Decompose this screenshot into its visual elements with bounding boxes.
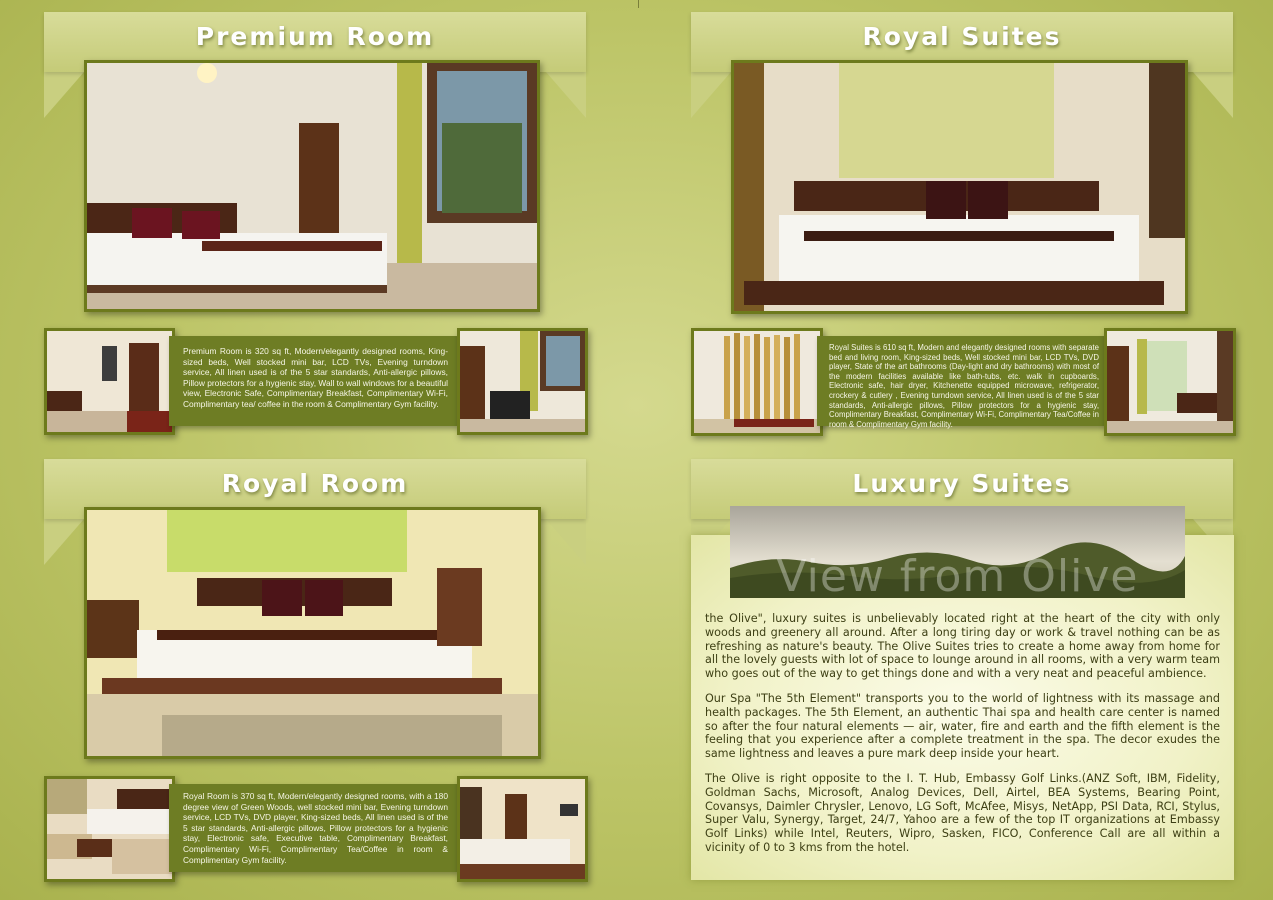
royal-room-main-photo (84, 507, 541, 759)
banner-fold-left (44, 72, 84, 118)
banner-fold-left (691, 72, 731, 118)
royal-room-description-box (169, 784, 458, 872)
banner-fold-right (1193, 72, 1233, 118)
luxury-suites-photo-caption: View from Olive (776, 551, 1139, 598)
royal-room-thumb-right (457, 776, 588, 882)
premium-room-title: Premium Room (195, 22, 435, 51)
royal-room-title: Royal Room (221, 469, 409, 498)
royal-suites-description: Royal Suites is 610 sq ft, Modern and elegantly designed rooms with separate bed and living room, King-sized beds, Well stocked mini bar, LCD TVs, DVD player, State of the art bathrooms (Day-light and dry bathrooms) with most of the modern facilities available like bath-tubs, etc. walk in cupboards, Electronic safe, hair dryer, Kitchenette equipped microwave, refrigerator, crockery & cutlery , Evening turndown service, All linen used is of the 5 star standards, Anti-allergic pillows, Pillow protectors for a hygienic stay, Complimentary Breakfast, Complimentary Wi-Fi, Complimentary Tea/Coffee in room & Complimentary Gym facility. (829, 343, 1099, 429)
luxury-suites-title: Luxury Suites (852, 469, 1072, 498)
premium-room-thumb-left (44, 328, 175, 435)
premium-room-thumb-right (457, 328, 588, 435)
royal-room-description: Royal Room is 370 sq ft, Modern/elegantly designed rooms, with a 180 degree view of Green Woods, well stocked mini bar, Evening turndown service, LCD TVs, DVD player, King-sized beds, All linen used is of the 5 star standards, Anti-allergic pillows, Pillow protectors for a hygienic stay, Electronic safe, Executive table, Complimentary Breakfast, Complimentary Wi-Fi, Complimentary Tea/Coffee in room & Complimentary Gym facility. (183, 791, 448, 865)
royal-suites-description-box (817, 336, 1107, 429)
royal-room-thumb-left (44, 776, 175, 882)
premium-room-description: Premium Room is 320 sq ft, Modern/elegantly designed rooms, King-sized beds, Well stocked mini bar, LCD TVs, Evening turndown service, All linen used is of the 5 star standards, Anti-allergic pillows, Pillow protectors for a hygienic stay, Wall to wall windows for a beautiful view, Electronic Safe, Complimentary Breakfast, Complimentary Wi-Fi, Complimentary tea/ coffee in the room & Complimentary Gym facility. (183, 346, 448, 409)
page-center-mark (638, 0, 639, 8)
luxury-suites-body (705, 612, 1220, 866)
luxury-suites-paragraph-1: the Olive", luxury suites is unbelievably located right at the heart of the city with only woods and greenery all around. After a long tiring day or work & travel nothing can be as refreshing as nature's beauty. The Olive Suites tries to create a home away from home for all the lovely guests with lot of space to lounge around in all rooms, with a very warm team who goes out of the way to get things done and with a very neat and peaceful ambience. (705, 612, 1220, 681)
royal-suites-thumb-right (1104, 328, 1236, 436)
royal-suites-main-photo (731, 60, 1188, 314)
premium-room-description-box (169, 336, 458, 426)
royal-suites-title: Royal Suites (862, 22, 1062, 51)
royal-suites-thumb-left (691, 328, 823, 436)
premium-room-main-photo (84, 60, 540, 312)
banner-fold-left (44, 519, 84, 565)
banner-fold-right (546, 519, 586, 565)
luxury-suites-paragraph-3: The Olive is right opposite to the I. T. Hub, Embassy Golf Links.(ANZ Soft, IBM, Fidelity, Goldman Sachs, Microsoft, Analog Devices, Dell, Airtel, BEA Systems, Bearing Point, Covansys, Daimler Chrysler, Lenovo, LG Soft, McAfee, Misys, NetApp, PSI Data, RCI, Stylus, Super Valu, Synergy, Target, 24/7, Yahoo are a few of the top IT organizations at Embassy Golf Links) while Intel, Reuters, Wipro, Sasken, FICO, Conference Call are all within a vicinity of 0 to 3 kms from the hotel. (705, 771, 1220, 854)
banner-fold-right (546, 72, 586, 118)
luxury-suites-view-photo (730, 506, 1185, 598)
luxury-suites-paragraph-2: Our Spa "The 5th Element" transports you to the world of lightness with its massage and health packages. The 5th Element, an authentic Thai spa and health care center is named so after the four natural elements — air, water, fire and earth and the fifth element is the feeling that you experience after a complete treatment in the spa. The decor exudes the same lightness and leaves a pure mark deep inside your heart. (705, 691, 1220, 761)
